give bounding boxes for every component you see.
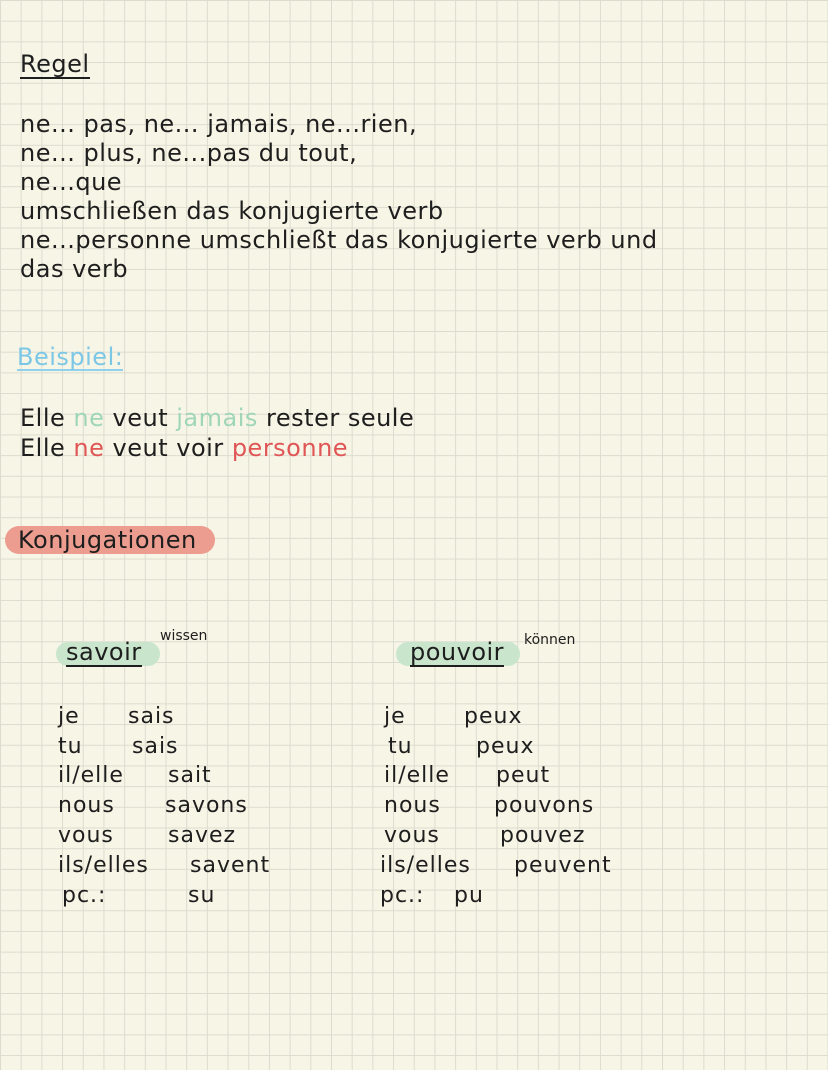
pouvoir-pronoun: ils/elles bbox=[380, 853, 471, 878]
rule-line-1: ne... pas, ne... jamais, ne...rien, bbox=[20, 110, 418, 138]
pouvoir-pronoun: il/elle bbox=[384, 763, 450, 788]
savoir-form: savons bbox=[165, 793, 248, 818]
example-word: veut voir bbox=[112, 434, 224, 462]
conjugations-title: Konjugationen bbox=[18, 526, 197, 554]
rule-line-3: ne...que bbox=[20, 168, 123, 196]
savoir-form: sait bbox=[168, 763, 212, 788]
pouvoir-pronoun: pc.: bbox=[380, 883, 425, 908]
savoir-form: sais bbox=[128, 704, 175, 729]
pouvoir-pronoun: je bbox=[384, 704, 406, 729]
savoir-form: su bbox=[188, 883, 216, 908]
savoir-pronoun: il/elle bbox=[58, 763, 124, 788]
example-word: Elle bbox=[20, 434, 66, 462]
pouvoir-form: peux bbox=[464, 704, 523, 729]
pouvoir-form: pouvons bbox=[494, 793, 595, 818]
pouvoir-form: peut bbox=[496, 763, 551, 788]
rule-line-2: ne... plus, ne...pas du tout, bbox=[20, 139, 358, 167]
example-word-personne: personne bbox=[231, 434, 349, 462]
example-word: veut bbox=[112, 404, 169, 432]
pouvoir-pronoun: tu bbox=[388, 734, 413, 759]
example-title: Beispiel: bbox=[17, 343, 124, 371]
example-word: Elle bbox=[20, 404, 66, 432]
example-word: rester seule bbox=[266, 404, 415, 432]
pouvoir-pronoun: nous bbox=[384, 793, 441, 818]
savoir-form: sais bbox=[132, 734, 179, 759]
gloss-wissen: wissen bbox=[160, 628, 208, 644]
example-word-ne: ne bbox=[73, 434, 105, 462]
example-sentence-2 bbox=[20, 436, 348, 460]
pouvoir-form: peuvent bbox=[514, 853, 612, 878]
example-word-jamais: jamais bbox=[176, 404, 258, 432]
pouvoir-pronoun: vous bbox=[384, 823, 440, 848]
pouvoir-form: peux bbox=[476, 734, 535, 759]
savoir-pronoun: tu bbox=[58, 734, 83, 759]
rule-line-5: ne...personne umschließt das konjugierte verb und bbox=[20, 226, 658, 254]
example-word-ne: ne bbox=[73, 404, 105, 432]
savoir-pronoun: je bbox=[58, 704, 80, 729]
gloss-koennen: können bbox=[524, 632, 576, 648]
savoir-form: savent bbox=[190, 853, 271, 878]
rule-line-6: das verb bbox=[20, 255, 129, 283]
savoir-form: savez bbox=[168, 823, 237, 848]
pouvoir-form: pu bbox=[454, 883, 484, 908]
savoir-pronoun: vous bbox=[58, 823, 114, 848]
example-sentence-1 bbox=[20, 406, 414, 430]
verb-pouvoir: pouvoir bbox=[410, 638, 505, 666]
pouvoir-form: pouvez bbox=[500, 823, 586, 848]
savoir-pronoun: ils/elles bbox=[58, 853, 149, 878]
savoir-pronoun: pc.: bbox=[62, 883, 107, 908]
rule-title: Regel bbox=[20, 50, 90, 78]
verb-savoir: savoir bbox=[66, 638, 142, 666]
rule-line-4: umschließen das konjugierte verb bbox=[20, 197, 444, 225]
savoir-pronoun: nous bbox=[58, 793, 115, 818]
